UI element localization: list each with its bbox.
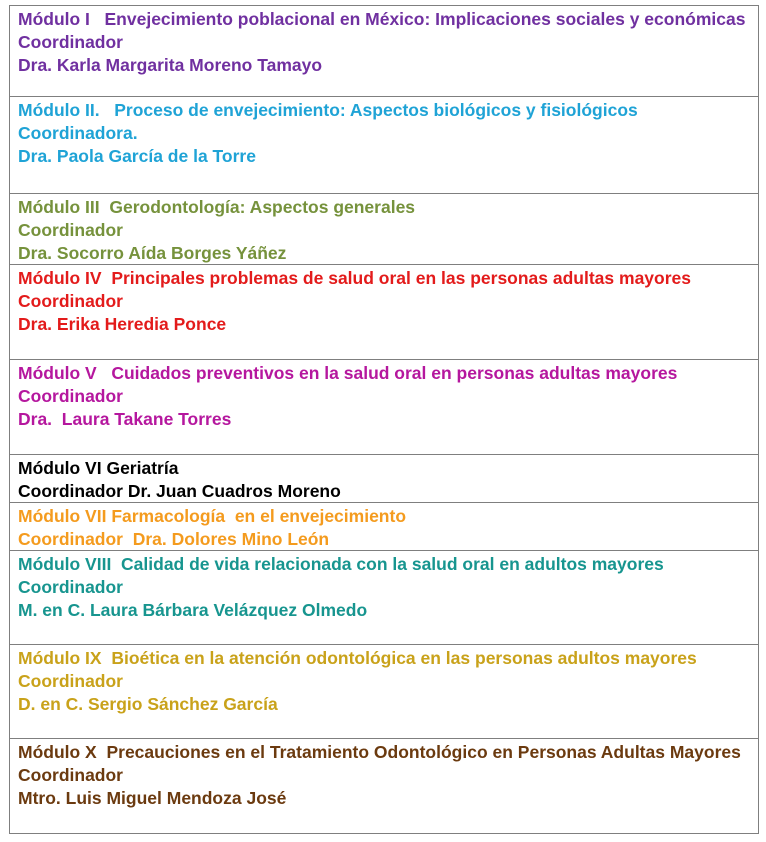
- module-coordinator-role: Coordinador: [18, 671, 123, 691]
- module-title: Módulo II. Proceso de envejecimiento: Aspectos biológicos y fisiológicos: [18, 100, 638, 120]
- module-row-10: [10, 739, 758, 834]
- module-title: Módulo I Envejecimiento poblacional en México: Implicaciones sociales y económicas: [18, 9, 746, 29]
- module-coordinator-role: Coordinador: [18, 386, 123, 406]
- module-title: Módulo X Precauciones en el Tratamiento Odontológico en Personas Adultas Mayores: [18, 742, 741, 762]
- module-coordinator: Coordinador Dr. Juan Cuadros Moreno: [18, 481, 341, 501]
- module-row-1: [10, 6, 758, 97]
- module-coordinator-name: Dra. Socorro Aída Borges Yáñez: [18, 243, 287, 263]
- module-coordinator-role: Coordinador: [18, 220, 123, 240]
- module-coordinator-role: Coordinador: [18, 765, 123, 785]
- module-title: Módulo VII Farmacología en el envejecimiento: [18, 506, 407, 526]
- module-coordinator-name: Dra. Karla Margarita Moreno Tamayo: [18, 55, 323, 75]
- module-row-9: [10, 645, 758, 739]
- modules-table: [9, 5, 759, 834]
- module-title: Módulo IX Bioética en la atención odontológica en las personas adultos mayores: [18, 648, 697, 668]
- module-coordinator: Coordinador Dra. Dolores Mino León: [18, 529, 330, 549]
- module-coordinator-role: Coordinadora.: [18, 123, 138, 143]
- module-coordinator-name: Dra. Laura Takane Torres: [18, 409, 232, 429]
- module-title: Módulo VIII Calidad de vida relacionada con la salud oral en adultos mayores: [18, 554, 664, 574]
- module-coordinator-name: Dra. Erika Heredia Ponce: [18, 314, 227, 334]
- module-row-2: [10, 97, 758, 194]
- module-title: Módulo IV Principales problemas de salud oral en las personas adultas mayores: [18, 268, 691, 288]
- module-coordinator-name: M. en C. Laura Bárbara Velázquez Olmedo: [18, 600, 368, 620]
- module-row-8: [10, 551, 758, 645]
- module-coordinator-name: D. en C. Sergio Sánchez García: [18, 694, 278, 714]
- module-coordinator-name: Mtro. Luis Miguel Mendoza José: [18, 788, 287, 808]
- module-title: Módulo V Cuidados preventivos en la salud oral en personas adultas mayores: [18, 363, 678, 383]
- module-coordinator-name: Dra. Paola García de la Torre: [18, 146, 256, 166]
- module-coordinator-role: Coordinador: [18, 577, 123, 597]
- module-title: Módulo III Gerodontología: Aspectos generales: [18, 197, 416, 217]
- module-row-4: [10, 265, 758, 360]
- module-row-5: [10, 360, 758, 455]
- module-row-6: [10, 455, 758, 503]
- module-row-7: [10, 503, 758, 551]
- module-coordinator-role: Coordinador: [18, 291, 123, 311]
- module-row-3: [10, 194, 758, 265]
- module-title: Módulo VI Geriatría: [18, 458, 179, 478]
- module-coordinator-role: Coordinador: [18, 32, 123, 52]
